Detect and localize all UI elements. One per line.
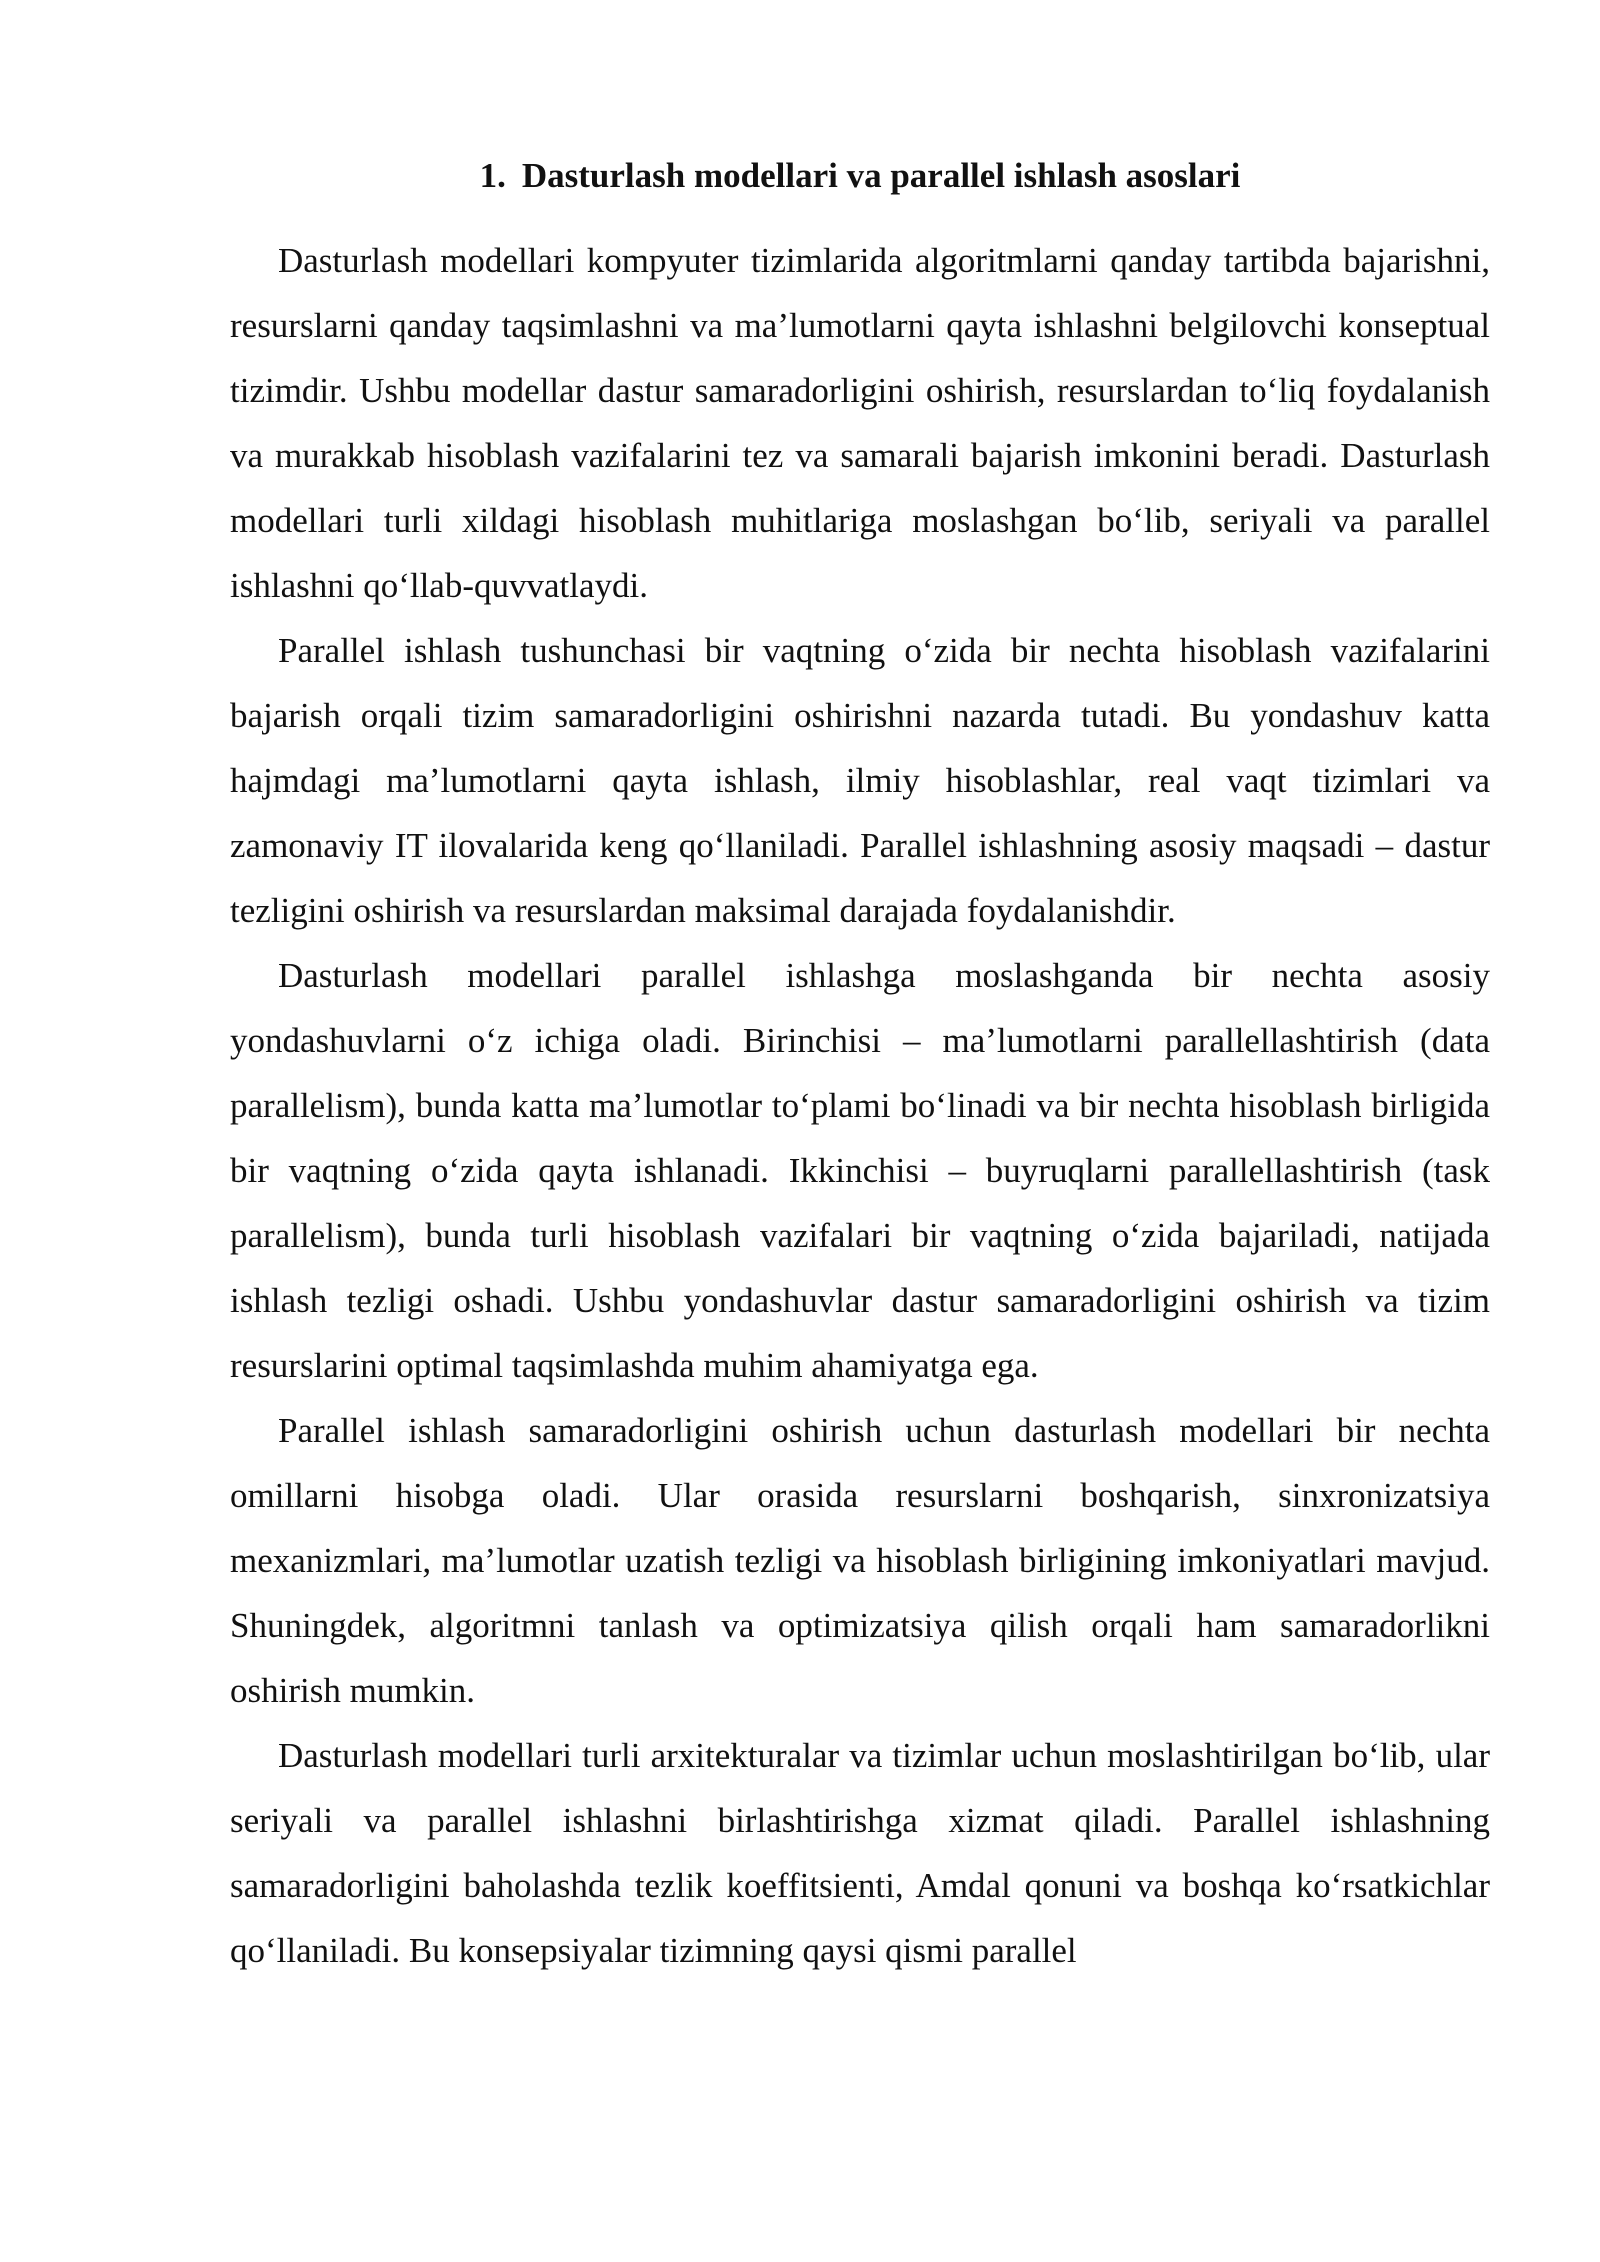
paragraph: Dasturlash modellari kompyuter tizimlarida algoritmlarni qanday tartibda bajarishni, resurslarni qanday taqsimlashni va ma’lumotlarni qayta ishlashni belgilovchi konseptual tizimdir. Ushbu modellar dastur samaradorligini oshirish, resurslardan to‘liq foydalanish va murakkab hisoblash vazifalarini tez va samarali bajarish imkonini beradi. Dasturlash modellari turli xildagi hisoblash muhitlariga moslashgan bo‘lib, seriyali va parallel ishlashni qo‘llab-quvvatlaydi. <box>230 241 1490 605</box>
paragraph: Parallel ishlash tushunchasi bir vaqtning o‘zida bir nechta hisoblash vazifalarini bajarish orqali tizim samaradorligini oshirishni nazarda tutadi. Bu yondashuv katta hajmdagi ma’lumotlarni qayta ishlash, ilmiy hisoblashlar, real vaqt tizimlari va zamonaviy IT ilovalarida keng qo‘llaniladi. Parallel ishlashning asosiy maqsadi – dastur tezligini oshirish va resurslardan maksimal darajada foydalanishdir. <box>230 631 1490 930</box>
section-title: Dasturlash modellari va parallel ishlash asoslari <box>521 156 1241 195</box>
paragraph: Parallel ishlash samaradorligini oshirish uchun dasturlash modellari bir nechta omillarni hisobga oladi. Ular orasida resurslarni boshqarish, sinxronizatsiya mexanizmlari, ma’lumotlar uzatish tezligi va hisoblash birligining imkoniyatlari mavjud. Shuningdek, algoritmni tanlash va optimizatsiya qilish orqali ham samaradorlikni oshirish mumkin. <box>230 1411 1490 1710</box>
section-heading <box>230 150 1490 202</box>
body-text <box>230 228 1490 1983</box>
section-number: 1. <box>479 156 506 195</box>
paragraph: Dasturlash modellari turli arxitekturalar va tizimlar uchun moslashtirilgan bo‘lib, ular seriyali va parallel ishlashni birlashtirishga xizmat qiladi. Parallel ishlashning samaradorligini baholashda tezlik koeffitsienti, Amdal qonuni va boshqa ko‘rsatkichlar qo‘llaniladi. Bu konsepsiyalar tizimning qaysi qismi parallel <box>230 1736 1490 1970</box>
paragraph: Dasturlash modellari parallel ishlashga moslashganda bir nechta asosiy yondashuvlarni o‘z ichiga oladi. Birinchisi – ma’lumotlarni parallellashtirish (data parallelism), bunda katta ma’lumotlar to‘plami bo‘linadi va bir nechta hisoblash birligida bir vaqtning o‘zida qayta ishlanadi. Ikkinchisi – buyruqlarni parallellashtirish (task parallelism), bunda turli hisoblash vazifalari bir vaqtning o‘zida bajariladi, natijada ishlash tezligi oshadi. Ushbu yondashuvlar dastur samaradorligini oshirish va tizim resurslarini optimal taqsimlashda muhim ahamiyatga ega. <box>230 956 1490 1385</box>
